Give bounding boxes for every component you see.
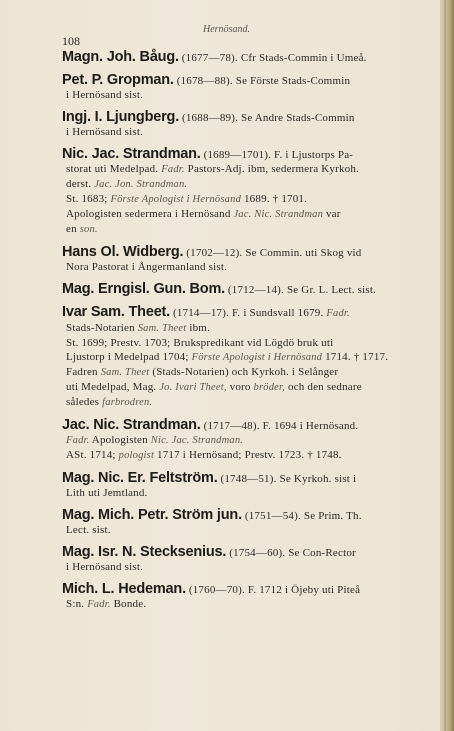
entry-years: (1751—54). — [241, 510, 304, 522]
entry-line — [62, 418, 408, 433]
entry-name: Ingj. I. Ljungberg. — [62, 109, 180, 125]
entry-name: Mag. Erngisl. Gun. Bom. — [62, 281, 225, 297]
entry-line — [66, 486, 408, 500]
entry-text: S:n. — [66, 598, 88, 610]
entry-italic-text: Jac. Nic. Strandman — [233, 209, 324, 220]
entry-italic-text: bröder, — [253, 382, 285, 393]
book-spine-edge — [440, 0, 454, 731]
entry-text: i Hernösand sist. — [66, 126, 144, 138]
entry-text: St. 1699; Prestv. 1703; Brukspredikant vid Lögdö bruk uti — [66, 337, 334, 349]
entry-text: Pastors-Adj. ibm, sedermera Kyrkoh. — [184, 163, 360, 175]
entry-name: Nic. Jac. Strandman. — [62, 146, 201, 162]
entry-line — [66, 350, 408, 365]
entry — [62, 582, 408, 612]
entry-line — [62, 147, 408, 162]
entry-italic-text: farbrodren. — [102, 397, 153, 408]
entry-text: 1689. † 1701. — [241, 193, 308, 205]
entry-text: Stads-Notarien — [66, 322, 138, 334]
entry-text: (Stads-Notarien) och Kyrkoh. i Selånger — [149, 366, 339, 378]
entry-name: Mag. Isr. N. Stecksenius. — [62, 544, 227, 560]
entry-line — [66, 380, 408, 395]
entry-text: Nora Pastorat i Ångermanland sist. — [66, 261, 228, 273]
entry-name: Mag. Nic. Er. Feltström. — [62, 470, 218, 486]
entry-line — [66, 177, 408, 192]
entry-text: ASt. 1714; — [66, 449, 119, 461]
entry-text: Lect. sist. — [66, 524, 111, 536]
entry-line — [62, 245, 408, 260]
entry-text: Se Con-Rector — [288, 547, 356, 559]
entry — [62, 73, 408, 102]
entry-name: Mich. L. Hedeman. — [62, 581, 186, 597]
entry-years: (1714—17). — [170, 307, 232, 319]
entry-text: Apologisten sedermera i Hernösand — [66, 208, 234, 220]
entry — [62, 147, 408, 237]
entry-text: Se Andre Stads-Commin — [241, 112, 355, 124]
entry-italic-text: Jo. Ivari Theet, — [159, 382, 227, 393]
entry-line — [62, 110, 408, 125]
entry-text: således — [66, 396, 103, 408]
entry-text: Se Commin. uti Skog vid — [245, 247, 362, 259]
entry-line — [62, 305, 408, 321]
entry-years: (1760—70). — [185, 584, 248, 596]
entry-line — [62, 508, 408, 523]
entry-text: voro — [226, 381, 254, 393]
entry-line — [62, 545, 408, 560]
page-number: 108 — [62, 34, 80, 48]
entry-italic-text: Förste Apologist i Hernösand — [191, 352, 323, 363]
entry-italic-text: Fadr. — [66, 435, 90, 446]
entry-line — [66, 222, 408, 237]
entry-years: (1678—88). — [173, 75, 236, 87]
entry-list — [62, 50, 408, 620]
entry-years: (1712—14). — [224, 284, 287, 296]
entry-text: F. 1712 i Öjeby uti Piteå — [247, 584, 361, 596]
entry-line — [66, 395, 408, 410]
entry-line — [62, 73, 408, 88]
entry-years: (1754—60). — [226, 547, 289, 559]
entry-text: ibm. — [186, 322, 211, 334]
entry-name: Mag. Mich. Petr. Ström jun. — [62, 507, 242, 523]
entry — [62, 282, 408, 297]
entry — [62, 50, 408, 65]
entry-text: Se Kyrkoh. sist i — [279, 473, 357, 485]
entry-text: Ljustorp i Medelpad 1704; — [66, 351, 192, 363]
entry — [62, 471, 408, 500]
entry-text: Apologisten — [89, 434, 151, 446]
entry-years: (1677—78). — [178, 52, 241, 64]
entry — [62, 545, 408, 574]
entry-years: (1717—48). — [200, 420, 263, 432]
entry-italic-text: son. — [79, 224, 98, 235]
entry-line — [66, 448, 408, 463]
entry-name: Ivar Sam. Theet. — [62, 304, 171, 320]
entry-line — [66, 365, 408, 380]
entry-line — [66, 321, 408, 336]
entry-name: Magn. Joh. Båug. — [62, 49, 179, 65]
entry-line — [66, 260, 408, 274]
entry-italic-text: Sam. Theet — [100, 367, 150, 378]
entry-text: en — [66, 223, 80, 235]
entry — [62, 245, 408, 274]
entry-line — [66, 88, 408, 102]
entry-text: Se Förste Stads-Commin — [235, 75, 351, 87]
entry-text: F. i Sundsvall 1679. — [232, 307, 327, 319]
running-head: Hernösand. — [203, 24, 250, 35]
entry-line — [66, 162, 408, 177]
entry-italic-text: Fadr. — [326, 308, 350, 319]
entry-italic-text: Fadr. — [161, 164, 185, 175]
entry-text: derst. — [66, 178, 95, 190]
entry-line — [66, 523, 408, 537]
entry — [62, 305, 408, 410]
entry-text: Cfr Stads-Commin i Umeå. — [240, 52, 367, 64]
entry-line — [66, 560, 408, 574]
entry-years: (1689—1701). — [200, 149, 275, 161]
entry-line — [62, 582, 408, 597]
entry-text: F. i Ljustorps Pa- — [274, 149, 354, 161]
entry — [62, 110, 408, 139]
entry-text: Se Gr. L. Lect. sist. — [286, 284, 377, 296]
entry-years: (1688—89). — [179, 112, 242, 124]
entry-line — [62, 50, 408, 65]
entry-text: uti Medelpad, Mag. — [66, 381, 160, 393]
entry — [62, 418, 408, 463]
entry-text: Bonde. — [110, 598, 147, 610]
entry-years: (1702—12). — [183, 247, 246, 259]
entry-line — [66, 336, 408, 350]
entry-line — [62, 282, 408, 297]
entry-italic-text: pologist — [118, 450, 155, 461]
entry-italic-text: Jac. Jon. Strandman. — [94, 179, 188, 190]
entry-line — [66, 192, 408, 207]
entry-text: i Hernösand sist. — [66, 89, 144, 101]
entry-italic-text: Sam. Theet — [137, 323, 187, 334]
entry-text: 1717 i Hernösand; Prestv. 1723. † 1748. — [154, 449, 342, 461]
entry-name: Hans Ol. Widberg. — [62, 244, 184, 260]
entry-italic-text: Nic. Jac. Strandman. — [150, 435, 244, 446]
entry-line — [66, 125, 408, 139]
entry-years: (1748—51). — [217, 473, 280, 485]
entry-italic-text: Förste Apologist i Hernösand — [110, 194, 242, 205]
entry-text: och den sednare — [285, 381, 362, 393]
entry-text: storat uti Medelpad. — [66, 163, 162, 175]
entry — [62, 508, 408, 537]
entry-text: var — [323, 208, 341, 220]
entry-text: i Hernösand sist. — [66, 561, 144, 573]
entry-text: Fadren — [66, 366, 101, 378]
entry-name: Jac. Nic. Strandman. — [62, 417, 201, 433]
entry-text: F. 1694 i Hernösand. — [262, 420, 359, 432]
entry-line — [62, 471, 408, 486]
entry-italic-text: Fadr. — [87, 599, 111, 610]
entry-text: Lith uti Jemtland. — [66, 487, 148, 499]
entry-line — [66, 597, 408, 612]
entry-name: Pet. P. Gropman. — [62, 72, 174, 88]
entry-text: St. 1683; — [66, 193, 111, 205]
entry-text: Se Prim. Th. — [303, 510, 362, 522]
entry-text: 1714. † 1717. — [322, 351, 389, 363]
entry-line — [66, 433, 408, 448]
entry-line — [66, 207, 408, 222]
